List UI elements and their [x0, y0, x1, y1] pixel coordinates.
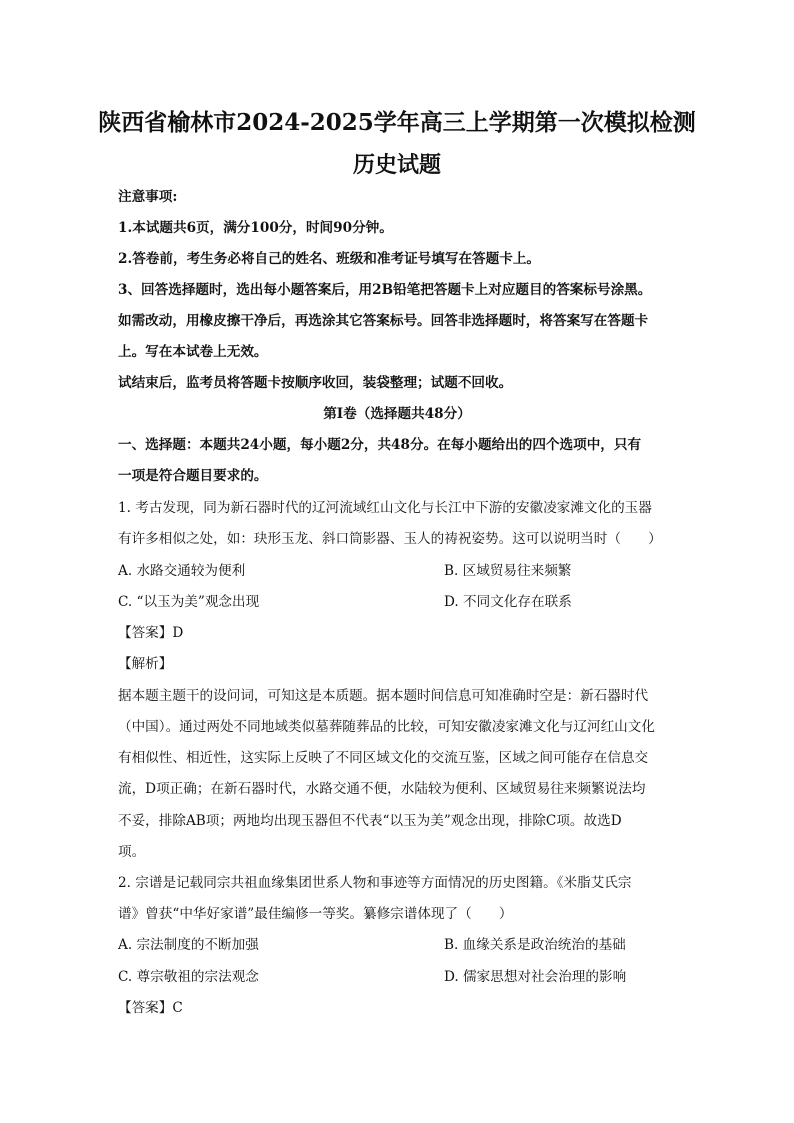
q1-analysis-line-5: 不妥，排除AB项；两地均出现玉器但不代表“以玉为美”观念出现，排除C项。故选D [118, 813, 622, 829]
q1-analysis-line-2: （中国）。通过两处不同地域类似墓葬随葬品的比较，可知安徽凌家滩文化与辽河红山文化 [118, 719, 655, 735]
document-title: 陕西省榆林市2024-2025学年高三上学期第一次模拟检测 [98, 109, 696, 136]
notes-item-3-line-3: 上。写在本试卷上无效。 [118, 344, 268, 360]
q1-option-a: A. 水路交通较为便利 [118, 563, 246, 579]
document-subtitle: 历史试题 [352, 152, 441, 178]
notes-item-4: 试结束后，监考员将答题卡按顺序收回，装袋整理；试题不回收。 [118, 375, 513, 391]
notes-item-3-line-2: 如需改动，用橡皮擦干净后，再选涂其它答案标号。回答非选择题时，将答案写在答题卡 [118, 313, 649, 329]
q1-answer: 【答案】D [118, 625, 184, 641]
q2-option-c: C. 尊宗敬祖的宗法观念 [118, 969, 259, 985]
q1-analysis-line-1: 据本题主题干的设问词，可知这是本质题。据本题时间信息可知准确时空是：新石器时代 [118, 688, 649, 704]
q1-analysis-line-6: 项。 [118, 844, 146, 860]
section-instruction-line-1: 一、选择题：本题共24小题，每小题2分，共48分。在每小题给出的四个选项中，只有 [118, 437, 642, 453]
notes-heading: 注意事项: [118, 189, 178, 205]
q1-analysis-line-4: 流，D项正确；在新石器时代，水路交通不便，水陆较为便利、区域贸易往来频繁说法均 [118, 781, 646, 797]
q2-stem-line-2: 谱》曾获“中华好家谱”最佳编修一等奖。纂修宗谱体现了（ ） [118, 906, 513, 922]
notes-item-3-line-1: 3、回答选择题时，选出每小题答案后，用2B铅笔把答题卡上对应题目的答案标号涂黑。 [118, 282, 652, 298]
section-instruction-line-2: 一项是符合题目要求的。 [118, 468, 268, 484]
q2-option-b: B. 血缘关系是政治统治的基础 [444, 937, 626, 953]
q1-analysis-line-3: 有相似性、相近性，这实际上反映了不同区域文化的交流互鉴，区域之间可能存在信息交 [118, 750, 649, 766]
q2-answer: 【答案】C [118, 1000, 183, 1016]
q2-option-a: A. 宗法制度的不断加强 [118, 937, 259, 953]
notes-item-2: 2.答卷前，考生务必将自己的姓名、班级和准考证号填写在答题卡上。 [118, 251, 541, 267]
q2-option-d: D. 儒家思想对社会治理的影响 [444, 969, 627, 985]
section-heading: 第Ⅰ卷（选择题共48分） [323, 406, 471, 422]
q1-option-c: C. “以玉为美”观念出现 [118, 594, 260, 610]
notes-item-1: 1.本试题共6页，满分100分，时间90分钟。 [118, 220, 393, 236]
q1-option-b: B. 区域贸易往来频繁 [444, 563, 572, 579]
q1-analysis-label: 【解析】 [118, 656, 173, 672]
q2-stem-line-1: 2. 宗谱是记载同宗共祖血缘集团世系人物和事迹等方面情况的历史图籍。《米脂艾氏宗 [118, 875, 632, 891]
q1-stem-line-2: 有许多相似之处，如：玦形玉龙、斜口筒影器、玉人的祷祝姿势。这可以说明当时（ ） [118, 531, 662, 547]
q1-stem-line-1: 1. 考古发现，同为新石器时代的辽河流域红山文化与长江中下游的安徽凌家滩文化的玉器 [118, 500, 652, 516]
q1-option-d: D. 不同文化存在联系 [444, 594, 572, 610]
